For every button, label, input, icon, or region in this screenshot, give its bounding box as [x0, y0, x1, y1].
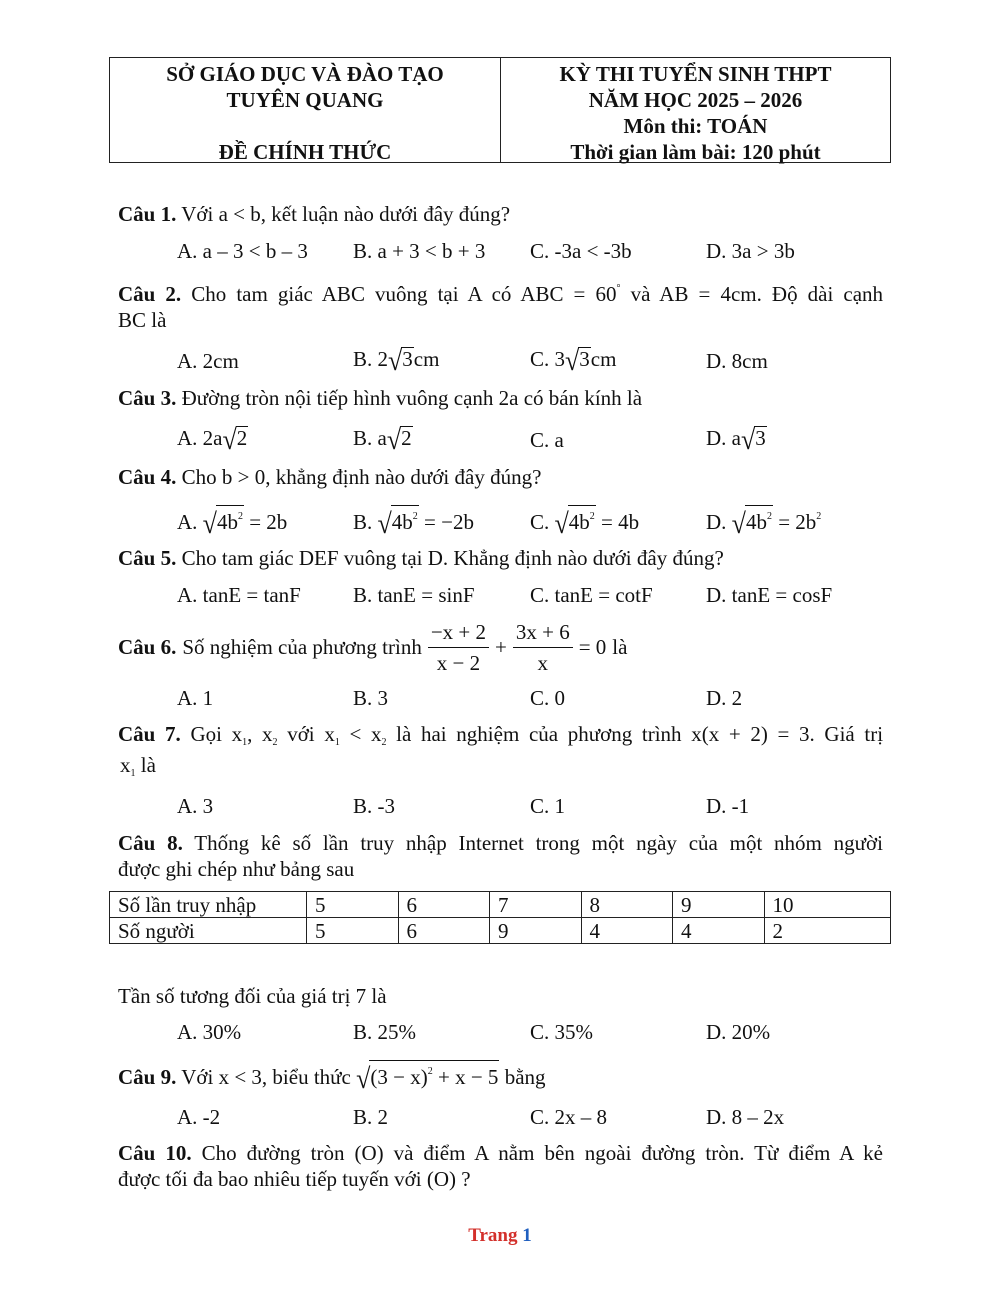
q7-option-d: D. -1 [706, 794, 750, 818]
exam-title: KỲ THI TUYỂN SINH THPT [559, 62, 832, 86]
question-label: Câu 4. [118, 465, 177, 489]
q7-option-b: B. -3 [353, 794, 395, 818]
question-text: Cho tam giác ABC vuông tại A có [191, 282, 512, 306]
q2-option-a: A. 2cm [177, 349, 239, 373]
question-7-line2: $x_1$ là [120, 753, 156, 779]
question-text: Số nghiệm của phương trình [182, 634, 422, 659]
roots-inequality: $x_1 < x_2$ [324, 722, 387, 748]
table-cell: 2 [764, 918, 891, 944]
plus-sign: + [495, 634, 507, 659]
question-1 [118, 202, 510, 227]
sqrt-symbol: $√(3 - x)^2 + x - 5$ [356, 1060, 499, 1094]
table-cell: 9 [490, 918, 582, 944]
subject: Môn thi: TOÁN [623, 114, 768, 138]
q1-option-b: B. a + 3 < b + 3 [353, 239, 486, 263]
question-label: Câu 3. [118, 386, 177, 410]
q4-option-d: D. $√4b^2 = 2b^2$ [706, 505, 821, 539]
question-label: Câu 2. [118, 282, 182, 306]
question-4 [118, 465, 541, 490]
question-tail: là [612, 634, 628, 659]
q8-option-c: C. 35% [530, 1020, 593, 1044]
province-name: TUYÊN QUANG [226, 88, 384, 112]
table-cell: 10 [764, 892, 891, 918]
fraction-2: $\frac{3x + 6}{x}$ [513, 620, 573, 675]
q2-option-b: B. 2√3cm [353, 344, 440, 377]
q1-option-c: C. -3a < -3b [530, 239, 632, 263]
exam-header [109, 57, 891, 163]
question-label: Câu 5. [118, 546, 177, 570]
q6-option-a: A. 1 [177, 686, 214, 710]
table-cell: 9 [673, 892, 765, 918]
table-cell: 6 [398, 892, 490, 918]
official-exam-label: ĐỀ CHÍNH THỨC [218, 140, 392, 164]
table-cell: 4 [673, 918, 765, 944]
department-name: SỞ GIÁO DỤC VÀ ĐÀO TẠO [166, 62, 444, 86]
table-cell: 5 [307, 892, 399, 918]
q8-option-d: D. 20% [706, 1020, 771, 1044]
q4-option-a: A. $√4b^2 = 2b$ [177, 505, 287, 539]
question-6 [118, 618, 627, 676]
q9-option-a: A. -2 [177, 1105, 221, 1129]
q1-option-d: D. 3a > 3b [706, 239, 795, 263]
sqrt-symbol: $√4b^2$ [378, 505, 419, 539]
q3-option-c: C. a [530, 428, 564, 452]
q5-option-d: D. tanE = cosF [706, 583, 833, 607]
question-8-prompt: Tần số tương đối của giá trị 7 là [118, 984, 387, 1008]
angle-expression: ABC = 60° [520, 282, 621, 306]
table-row [110, 892, 891, 918]
school-year: NĂM HỌC 2025 – 2026 [588, 88, 803, 112]
table-cell: 4 [581, 918, 673, 944]
sqrt-symbol: √3 [388, 344, 413, 377]
statistics-table [109, 891, 891, 944]
question-10-line2: được tối đa bao nhiêu tiếp tuyến với (O) ? [118, 1167, 471, 1191]
question-text: Cho b > 0, khẳng định nào dưới đây đúng? [181, 465, 542, 489]
q3-option-d: D. a√3 [706, 423, 766, 456]
q6-option-c: C. 0 [530, 686, 566, 710]
sqrt-symbol: $√4b^2$ [732, 505, 773, 539]
fraction-1: $\frac{-x + 2}{x - 2}$ [428, 620, 489, 675]
question-label: Câu 1. [118, 202, 177, 226]
q7-option-a: A. 3 [177, 794, 214, 818]
q3-option-b: B. a√2 [353, 423, 412, 456]
header-left [110, 58, 501, 162]
q8-option-a: A. 30% [177, 1020, 242, 1044]
q9-option-d: D. 8 – 2x [706, 1105, 785, 1129]
table-cell: Số lần truy nhập [110, 892, 307, 918]
q7-option-c: C. 1 [530, 794, 566, 818]
question-label: Câu 10. [118, 1141, 192, 1165]
roots-expression: $x_1$, $x_2$ [231, 722, 278, 748]
question-text: Với a < b, kết luận nào dưới đây đúng? [181, 202, 511, 226]
question-text: Thống kê số lần truy nhập Internet trong một ngày của một nhóm người [194, 831, 883, 855]
question-text: Đường tròn nội tiếp hình vuông cạnh 2a có bán kính là [181, 386, 643, 410]
question-label: Câu 8. [118, 831, 183, 855]
question-text: Cho tam giác DEF vuông tại D. Khẳng định nào dưới đây đúng? [181, 546, 724, 570]
question-7: Câu 7. Gọi $x_1$, $x_2$ với $x_1 < x_2$ là hai nghiệm của phương trình x(x + 2) = 3. Giá trị [118, 722, 884, 748]
sqrt-symbol: √2 [222, 423, 248, 456]
sqrt-symbol: √3 [565, 344, 590, 377]
question-5 [118, 546, 724, 571]
q3-option-a: A. 2a√2 [177, 423, 248, 456]
table-cell: 7 [490, 892, 582, 918]
sqrt-symbol: $√4b^2$ [203, 505, 244, 539]
table-row [110, 918, 891, 944]
table-cell: 5 [307, 918, 399, 944]
page-number: Trang 1 [468, 1225, 532, 1246]
question-10 [118, 1141, 883, 1166]
question-2 [118, 282, 883, 307]
table-cell: 6 [398, 918, 490, 944]
table-cell: Số người [110, 918, 307, 944]
q5-option-a: A. tanE = tanF [177, 583, 301, 607]
q2-option-c: C. 3√3cm [530, 344, 617, 377]
question-text: Với x < 3, biểu thức [181, 1065, 351, 1089]
q2-option-d: D. 8cm [706, 349, 768, 373]
question-2-line2: BC là [118, 308, 167, 332]
q5-option-b: B. tanE = sinF [353, 583, 475, 607]
question-text-cont: bằng [504, 1065, 546, 1089]
q4-option-c: C. $√4b^2 = 4b$ [530, 505, 639, 539]
equals-zero: = 0 [578, 634, 607, 659]
table-cell: 8 [581, 892, 673, 918]
header-right [501, 58, 890, 162]
question-text-cont: và AB = 4cm. Độ dài cạnh [630, 282, 884, 306]
q4-option-b: B. $√4b^2 = -2b$ [353, 505, 474, 539]
q6-option-b: B. 3 [353, 686, 389, 710]
sqrt-symbol: √2 [386, 423, 412, 456]
question-label: Câu 9. [118, 1065, 177, 1089]
time-limit: Thời gian làm bài: 120 phút [570, 140, 821, 164]
sqrt-symbol: √3 [741, 423, 766, 456]
q1-option-a: A. a – 3 < b – 3 [177, 239, 308, 263]
question-text: Cho đường tròn (O) và điểm A nằm bên ngoài đường tròn. Từ điểm A kẻ [201, 1141, 883, 1165]
q9-option-b: B. 2 [353, 1105, 389, 1129]
q8-option-b: B. 25% [353, 1020, 416, 1044]
sqrt-symbol: $√4b^2$ [555, 505, 596, 539]
q9-option-c: C. 2x – 8 [530, 1105, 608, 1129]
question-3 [118, 386, 642, 411]
question-8-line2: được ghi chép như bảng sau [118, 857, 355, 881]
q5-option-c: C. tanE = cotF [530, 583, 653, 607]
question-9 [118, 1060, 546, 1094]
question-label: Câu 7. [118, 722, 181, 746]
question-label: Câu 6. [118, 634, 177, 659]
q6-option-d: D. 2 [706, 686, 743, 710]
question-8 [118, 831, 883, 856]
